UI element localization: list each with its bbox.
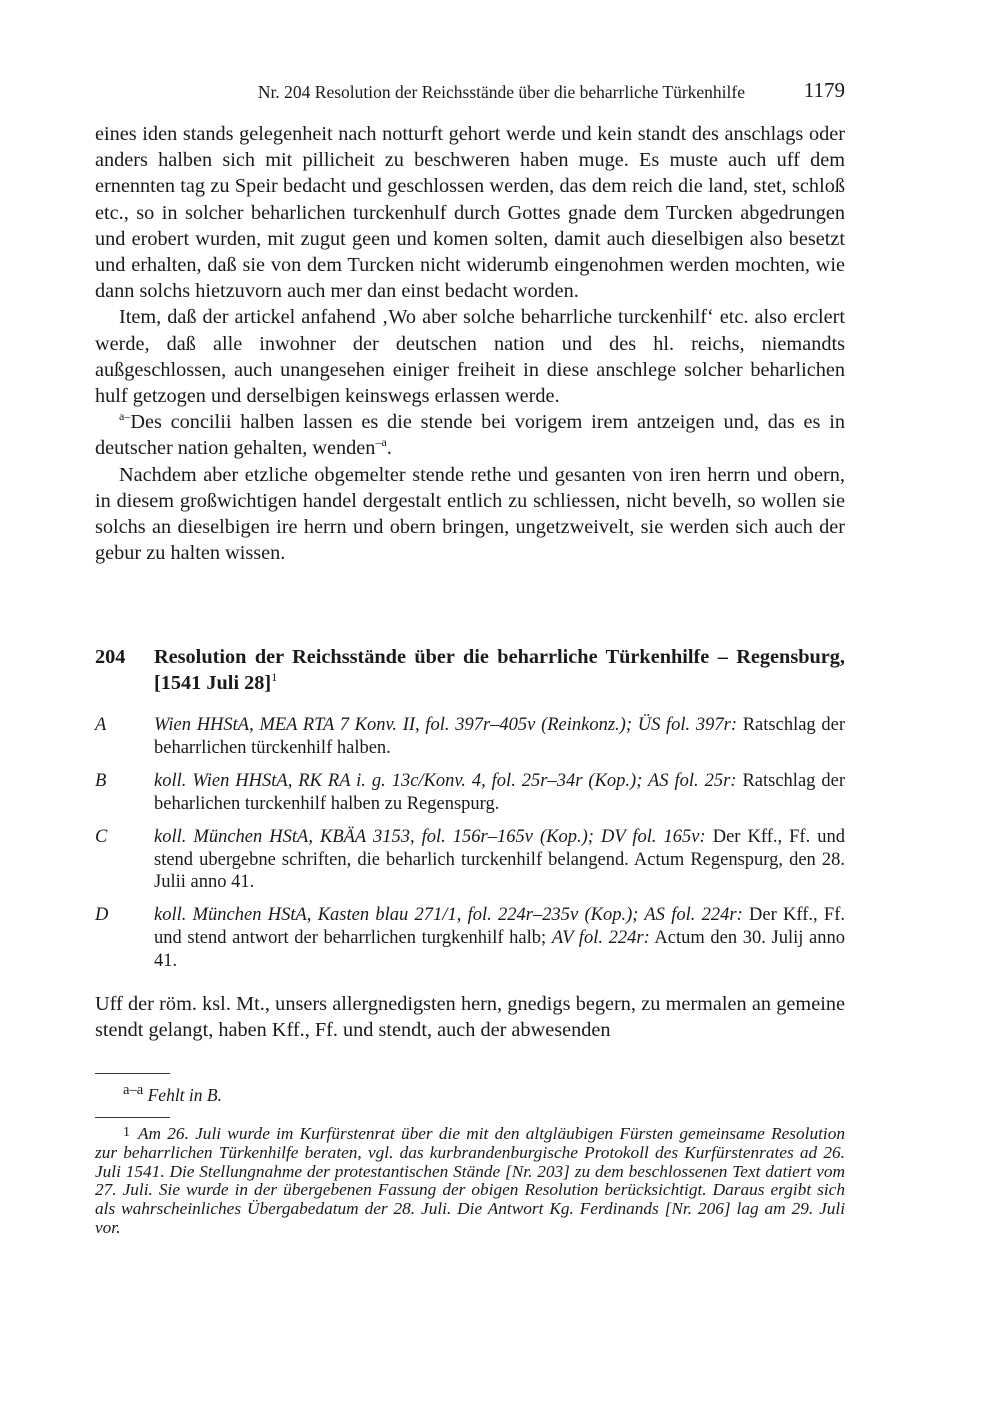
running-head-title: Nr. 204 Resolution der Reichsstände über die beharrliche Türkenhilfe bbox=[257, 82, 745, 102]
source-content bbox=[154, 770, 845, 815]
source-entry bbox=[95, 770, 845, 815]
footnote-critical bbox=[123, 1079, 222, 1106]
paragraph-1: eines iden stands gelegenheit nach notturft gehort werde und kein standt des anschlags oder anders halben sich mit pillicheit zu beschweren haben muge. Es muste auch uff dem ernennten tag zu Speir bedacht und geschlossen werden, das dem reich die land, stet, schloß etc., so in solcher beharlichen turckenhulf durch Gottes gnade dem Turcken abgedrungen und erobert wurden, mit zugut geen und komen solten, damit auch dieselbigen also besetzt und erhalten, daß sie von dem Turcken nicht widerumb eingenohmen werden mochten, wie dann solchs hietzuvorn auch mer dan einst bedacht worden. bbox=[95, 123, 845, 303]
main-text: Uff der röm. ksl. Mt., unsers allergnedigsten hern, gnedigs begern, zu mermalen an gemeine stendt gelangt, haben Kff., Ff. und stendt, auch der abwesenden bbox=[95, 993, 845, 1042]
paragraph-3-text: Des concilii halben lassen es die stende bei vorigem irem antzeigen und, das es in deutscher nation gehalten, wenden bbox=[95, 411, 845, 460]
source-archive: koll. München HStA, Kasten blau 271/1, fol. 224r–235v (Kop.); AS fol. 224r: bbox=[154, 905, 743, 926]
paragraph-3 bbox=[95, 409, 845, 461]
source-content bbox=[154, 826, 845, 894]
source-list bbox=[95, 714, 845, 983]
document-heading bbox=[95, 644, 845, 696]
source-text: Ratschlag der beharlichen turckenhilf halben zu Regenspurg. bbox=[154, 770, 845, 814]
source-archive: koll. München HStA, KBÄA 3153, fol. 156r–165v (Kop.); DV fol. 165v: bbox=[154, 826, 706, 847]
variant-mark-open: a– bbox=[119, 409, 131, 424]
source-content bbox=[154, 904, 845, 972]
footnote-rule-critical bbox=[95, 1073, 170, 1074]
source-entry bbox=[95, 714, 845, 759]
document-title-block bbox=[154, 644, 845, 696]
page-number: 1179 bbox=[803, 78, 845, 102]
source-archive-2: AV fol. 224r: bbox=[551, 928, 650, 949]
source-archive: koll. Wien HHStA, RK RA i. g. 13c/Konv. 4, fol. 25r–34r (Kop.); AS fol. 25r: bbox=[154, 770, 737, 791]
source-text: Der Kff., Ff. und stend antwort der beharrlichen turgkenhilf halb; bbox=[154, 905, 845, 949]
source-siglum: C bbox=[95, 826, 108, 847]
footnote-ref-1: 1 bbox=[271, 670, 278, 685]
footnote-critical-mark: a–a bbox=[123, 1082, 144, 1098]
footnote-historical-mark: 1 bbox=[123, 1125, 130, 1140]
paragraph-2: Item, daß der artickel anfahend ‚Wo aber solche beharrliche turckenhilf‘ etc. also erclert werde, daß alle inwohner der deutschen nation und des hl. reichs, niemandts außgeschlossen, auch unangesehen einiger freiheit in diese anschlege solcher beharlichen hulf getzogen und derselbigen keinswegs erlassen werde. bbox=[95, 306, 845, 408]
footnote-rule-historical bbox=[95, 1117, 170, 1118]
source-archive: Wien HHStA, MEA RTA 7 Konv. II, fol. 397r–405v (Reinkonz.); ÜS fol. 397r: bbox=[154, 715, 737, 735]
footnote-historical-text: Am 26. Juli wurde im Kurfürstenrat über die mit den altgläubigen Fürsten gemeinsame Resolution zur beharrlichen Türkenhilfe beraten, vgl. das kurbrandenburgische Protokoll des Kurfürstenrates ad 26. Juli 1541. Die Stellungnahme der protestantischen Stände [Nr. 203] zu dem beschlossenen Text datiert vom 27. Juli. Sie wurde in der übergebenen Fassung der obigen Resolution berücksichtigt. Daraus ergibt sich als wahrscheinliches Übergabedatum der 28. Juli. Die Antwort Kg. Ferdinands [Nr. 206] lag am 29. Juli vor. bbox=[95, 1124, 845, 1237]
source-entry bbox=[95, 826, 845, 894]
source-content bbox=[154, 714, 845, 759]
source-text: Der Kff., Ff. und stend ubergebne schriften, die beharlich turckenhilf belangend. Actum Regenspurg, den 28. Julii anno 41. bbox=[154, 826, 846, 893]
body-text bbox=[95, 121, 845, 566]
source-siglum: A bbox=[95, 715, 107, 735]
document-number: 204 bbox=[95, 646, 126, 668]
paragraph-4: Nachdem aber etzliche obgemelter stende rethe und gesanten von iren herrn und obern, in diesem großwichtigen handel dergestalt entlich zu schliessen, nicht bevelh, so wollen sie solchs an dieselbigen ire herrn und obern bringen, ungetzweivelt, sie werden sich auch der gebur zu halten wissen. bbox=[95, 463, 845, 565]
footnote-historical bbox=[95, 1124, 845, 1238]
source-siglum: B bbox=[95, 770, 107, 791]
document-title: Resolution der Reichsstände über die beharrliche Türkenhilfe – Regensburg, [1541 Juli 28] bbox=[154, 646, 845, 694]
source-siglum: D bbox=[95, 905, 109, 926]
footnote-critical-text: Fehlt in B. bbox=[147, 1084, 222, 1105]
paragraph-3-end: . bbox=[386, 437, 392, 460]
source-text-2: Actum den 30. Julij anno 41. bbox=[154, 928, 845, 971]
source-entry bbox=[95, 904, 845, 972]
variant-mark-close: –a bbox=[375, 435, 387, 450]
source-text: Ratschlag der beharrlichen türckenhilf halben. bbox=[154, 715, 846, 758]
